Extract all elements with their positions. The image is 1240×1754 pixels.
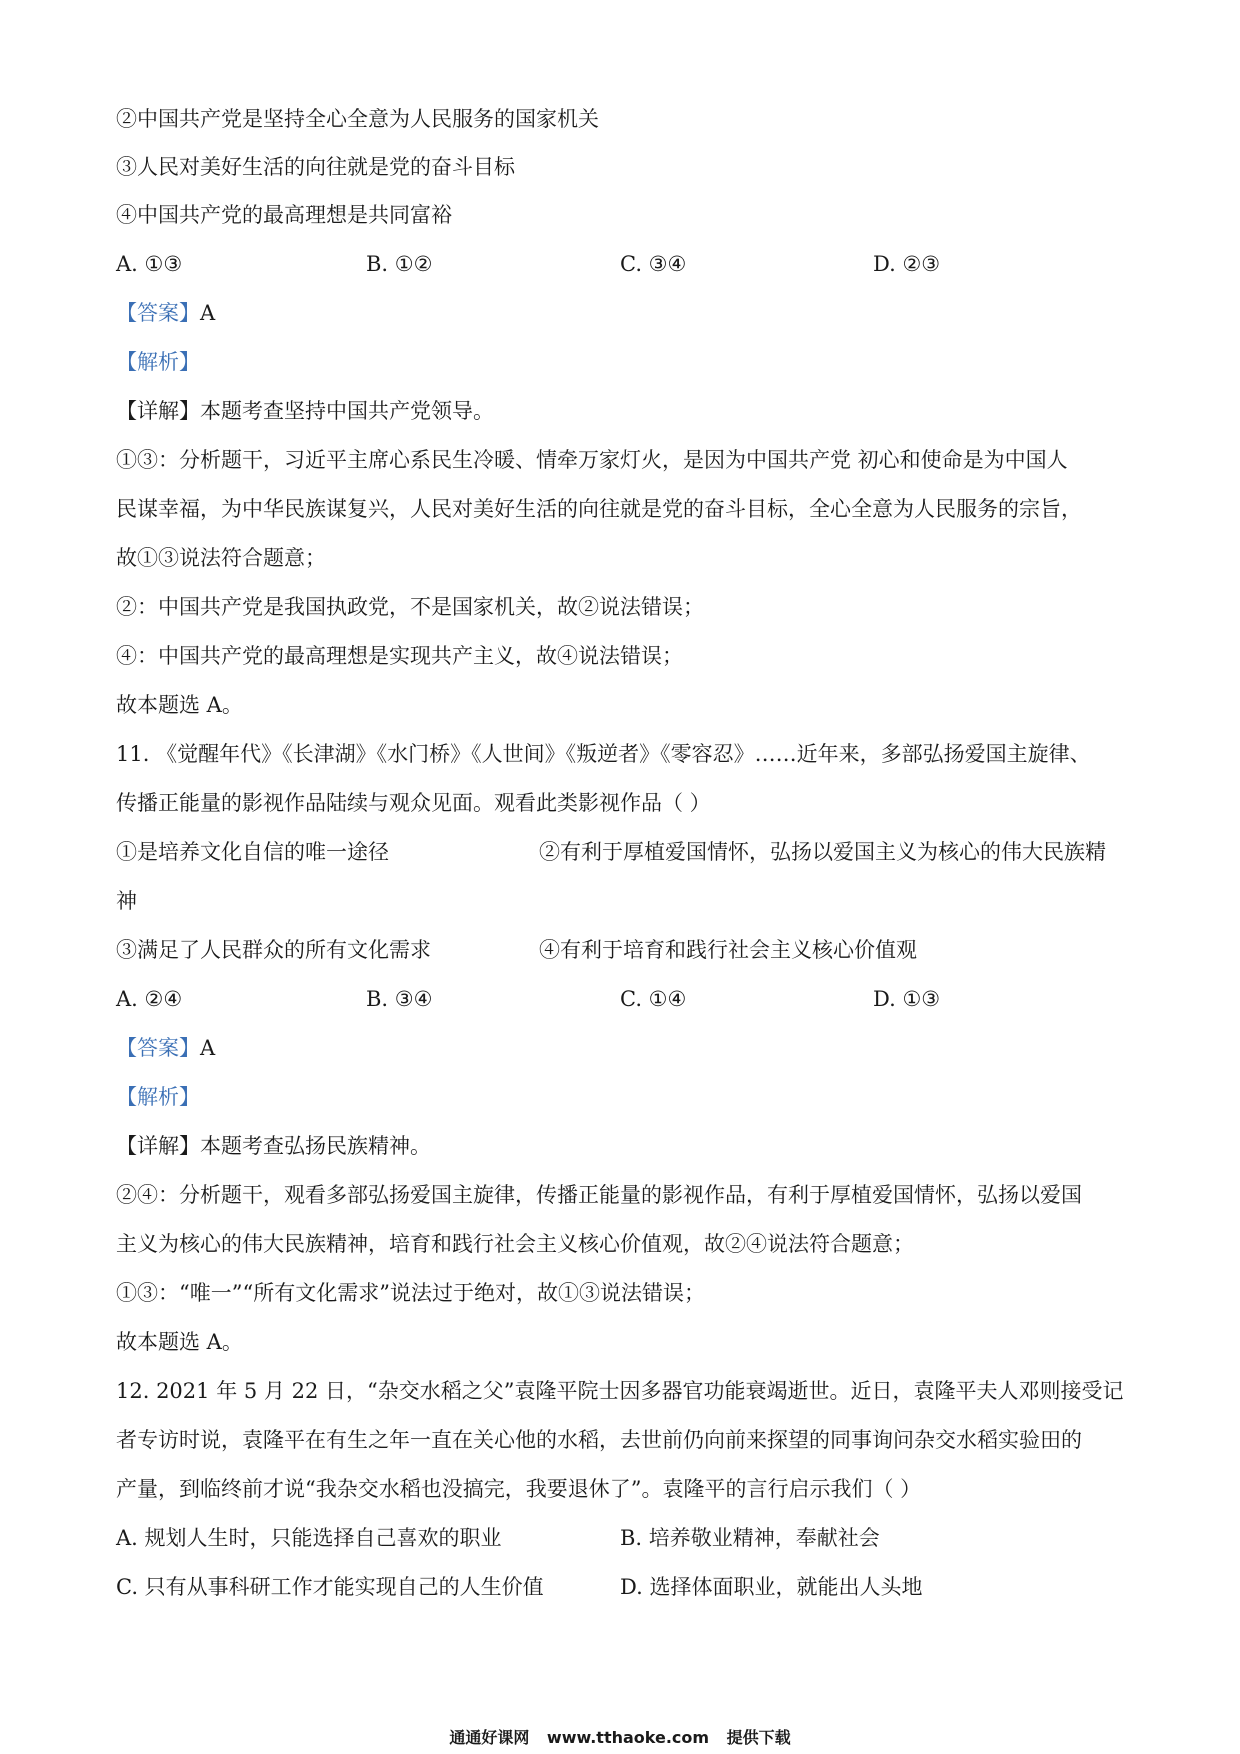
- q11-explanation-line: 主义为核心的伟大民族精神，培育和践行社会主义核心价值观，故②④说法符合题意；: [116, 1232, 914, 1256]
- q12-option-d: D. 选择体面职业，就能出人头地: [620, 1575, 923, 1599]
- q11-detail: [116, 1131, 1126, 1161]
- q11-explanation-line: ①③：“唯一”“所有文化需求”说法过于绝对，故①③说法错误；: [116, 1281, 705, 1305]
- q10-item-4: ④中国共产党的最高理想是共同富裕: [116, 203, 452, 227]
- detail-text: 本题考查坚持中国共产党领导。: [200, 399, 494, 423]
- q10-explanation-line: ②：中国共产党是我国执政党，不是国家机关，故②说法错误；: [116, 595, 704, 619]
- q12-stem-line: 12. 2021 年 5 月 22 日，“杂交水稻之父”袁隆平院士因多器官功能衰竭逝世。近日，袁隆平夫人邓则接受记: [116, 1379, 1124, 1403]
- q11-answer: [116, 1033, 1126, 1063]
- detail-tag: 【详解】: [116, 399, 200, 423]
- q11-item-1: ①是培养文化自信的唯一途径: [116, 840, 389, 864]
- q11-item-3: ③满足了人民群众的所有文化需求: [116, 938, 431, 962]
- q12-option-b: B. 培养敬业精神，奉献社会: [620, 1526, 880, 1550]
- q11-option-d: D. ①③: [873, 987, 941, 1011]
- footer-url[interactable]: www.tthaoke.com: [546, 1728, 710, 1747]
- q10-option-c: C. ③④: [620, 252, 687, 276]
- q11-option-b: B. ③④: [366, 987, 433, 1011]
- answer-tag: 【答案】: [116, 1036, 200, 1060]
- q11-explanation-line: 故本题选 A。: [116, 1330, 243, 1354]
- q12-stem-line: 者专访时说，袁隆平在有生之年一直在关心他的水稻，去世前仍向前来探望的同事询问杂交水稻实验田的: [116, 1428, 1082, 1452]
- answer-tag: 【答案】: [116, 301, 200, 325]
- q12-option-a: A. 规划人生时，只能选择自己喜欢的职业: [116, 1526, 502, 1550]
- q11-stem-line: 传播正能量的影视作品陆续与观众见面。观看此类影视作品（ ）: [116, 791, 711, 815]
- detail-text: 本题考查弘扬民族精神。: [200, 1134, 431, 1158]
- q10-item-3: ③人民对美好生活的向往就是党的奋斗目标: [116, 155, 515, 179]
- q10-analysis-tag: 【解析】: [116, 350, 200, 374]
- q11-stem-line: 11. 《觉醒年代》《长津湖》《水门桥》《人世间》《叛逆者》《零容忍》……近年来，多部弘扬爱国主旋律、: [116, 742, 1091, 766]
- q12-stem-line: 产量，到临终前才说“我杂交水稻也没搞完，我要退休了”。袁隆平的言行启示我们（ ）: [116, 1477, 922, 1501]
- detail-tag: 【详解】: [116, 1134, 200, 1158]
- q11-analysis-tag: 【解析】: [116, 1085, 200, 1109]
- q10-option-a: A. ①③: [116, 252, 183, 276]
- q11-option-c: C. ①④: [620, 987, 687, 1011]
- footer-note: 提供下载: [726, 1728, 791, 1747]
- q11-item-4: ④有利于培育和践行社会主义核心价值观: [539, 938, 917, 962]
- q10-explanation-line: 故①③说法符合题意；: [116, 546, 326, 570]
- page-footer: [0, 1727, 1240, 1749]
- q10-option-b: B. ①②: [366, 252, 433, 276]
- q11-item-2: ②有利于厚植爱国情怀，弘扬以爱国主义为核心的伟大民族精: [539, 840, 1106, 864]
- q10-detail: [116, 396, 1126, 426]
- q10-explanation-line: ①③：分析题干，习近平主席心系民生冷暖、情牵万家灯火，是因为中国共产党 初心和使命是为中国人: [116, 448, 1068, 472]
- q11-item-2-cont: 神: [116, 889, 137, 913]
- footer-site-name: 通通好课网: [449, 1728, 530, 1747]
- q10-explanation-line: 故本题选 A。: [116, 693, 243, 717]
- q11-explanation-line: ②④：分析题干，观看多部弘扬爱国主旋律，传播正能量的影视作品，有利于厚植爱国情怀，弘扬以爱国: [116, 1183, 1082, 1207]
- q10-explanation-line: ④：中国共产党的最高理想是实现共产主义，故④说法错误；: [116, 644, 683, 668]
- q11-option-a: A. ②④: [116, 987, 183, 1011]
- answer-value: A: [200, 301, 216, 325]
- q10-option-d: D. ②③: [873, 252, 941, 276]
- q10-item-2: ②中国共产党是坚持全心全意为人民服务的国家机关: [116, 107, 599, 131]
- q10-explanation-line: 民谋幸福，为中华民族谋复兴，人民对美好生活的向往就是党的奋斗目标，全心全意为人民服务的宗旨，: [116, 497, 1082, 521]
- q12-option-c: C. 只有从事科研工作才能实现自己的人生价值: [116, 1575, 544, 1599]
- answer-value: A: [200, 1036, 216, 1060]
- q10-answer: [116, 298, 1126, 328]
